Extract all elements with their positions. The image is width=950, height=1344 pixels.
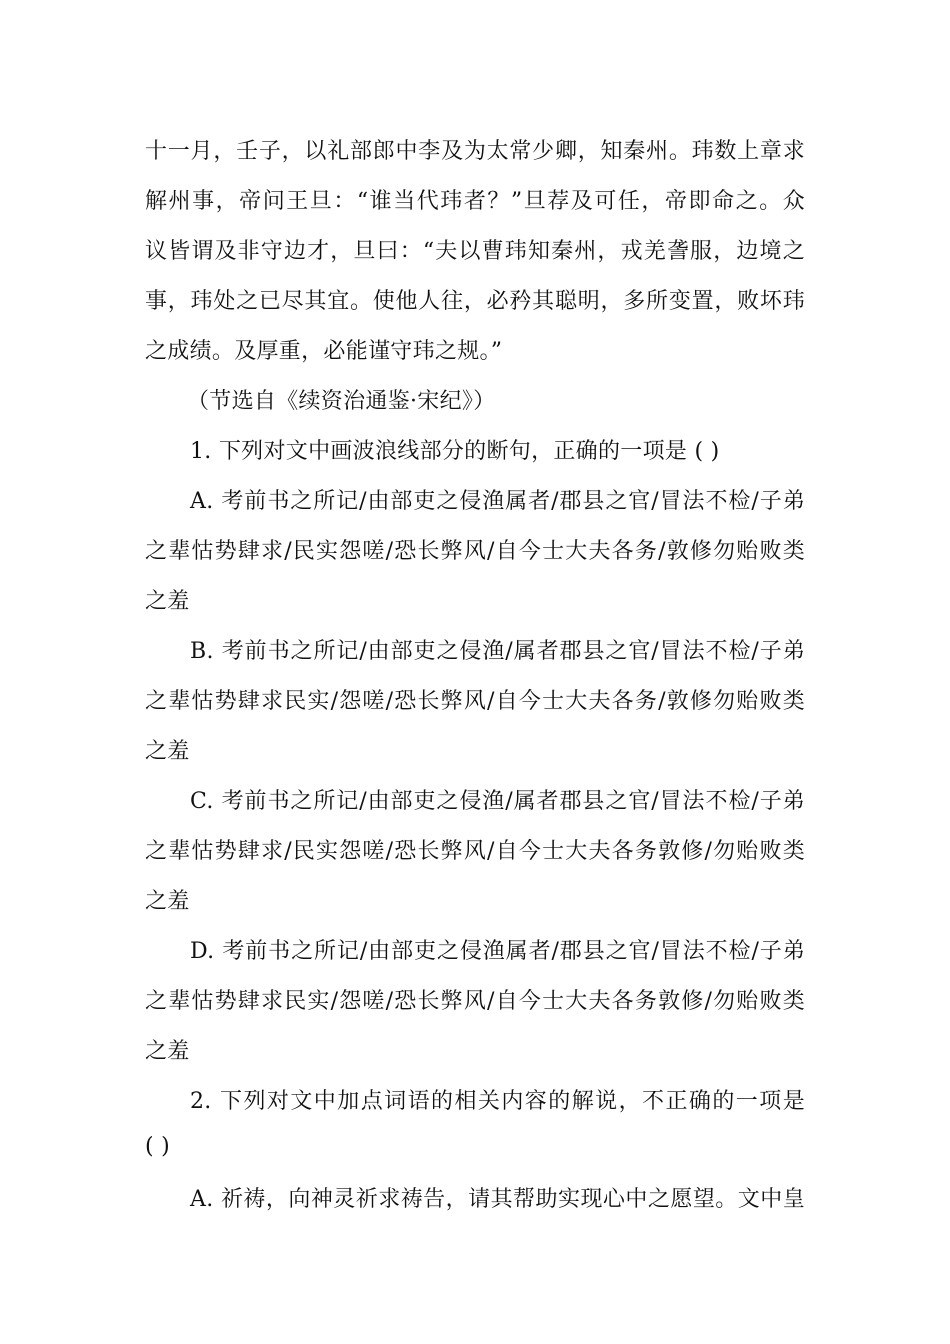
passage-source: （节选自《续资治通鉴·宋纪》） <box>187 389 496 414</box>
question-1-option-a-line-1: A. 考前书之所记/由部吏之侵渔属者/郡县之官/冒法不检/子弟 <box>190 489 805 514</box>
question-2-option-a-line-1: A. 祈祷，向神灵祈求祷告，请其帮助实现心中之愿望。文中皇 <box>190 1187 805 1212</box>
question-1-option-a-line-3: 之羞 <box>145 589 190 614</box>
question-1-option-b-line-2: 之辈怙势肆求民实/怨嗟/恐长弊风/自今士大夫各务/敦修勿贻败类 <box>145 689 805 714</box>
passage-line-2: 解州事，帝问王旦：“谁当代玮者？”旦荐及可任，帝即命之。众 <box>145 189 805 214</box>
question-1-option-d-line-3: 之羞 <box>145 1039 190 1064</box>
question-1-option-b-line-1: B. 考前书之所记/由部吏之侵渔/属者郡县之官/冒法不检/子弟 <box>190 639 805 664</box>
passage-line-3: 议皆谓及非守边才，旦曰：“夫以曹玮知秦州，戎羌詟服，边境之 <box>145 239 805 264</box>
question-1-option-a-line-2: 之辈怙势肆求/民实怨嗟/恐长弊风/自今士大夫各务/敦修勿贻败类 <box>145 539 805 564</box>
question-2-stem-line-2: ( ) <box>145 1134 171 1159</box>
passage-line-4: 事，玮处之已尽其宜。使他人往，必矜其聪明，多所变置，败坏玮 <box>145 289 805 314</box>
question-1-stem: 1. 下列对文中画波浪线部分的断句，正确的一项是 ( ) <box>190 439 720 464</box>
passage-line-5: 之成绩。及厚重，必能谨守玮之规。” <box>145 339 503 364</box>
question-1-option-c-line-3: 之羞 <box>145 889 190 914</box>
passage-line-1: 十一月，壬子，以礼部郎中李及为太常少卿，知秦州。玮数上章求 <box>145 139 805 164</box>
question-1-option-d-line-1: D. 考前书之所记/由部吏之侵渔属者/郡县之官/冒法不检/子弟 <box>190 939 805 964</box>
question-2-stem-line-1: 2. 下列对文中加点词语的相关内容的解说，不正确的一项是 <box>190 1089 805 1114</box>
question-1-option-d-line-2: 之辈怙势肆求民实/怨嗟/恐长弊风/自今士大夫各务敦修/勿贻败类 <box>145 989 805 1014</box>
question-1-option-c-line-1: C. 考前书之所记/由部吏之侵渔/属者郡县之官/冒法不检/子弟 <box>190 789 805 814</box>
question-1-option-c-line-2: 之辈怙势肆求/民实怨嗟/恐长弊风/自今士大夫各务敦修/勿贻败类 <box>145 839 805 864</box>
question-1-option-b-line-3: 之羞 <box>145 739 190 764</box>
